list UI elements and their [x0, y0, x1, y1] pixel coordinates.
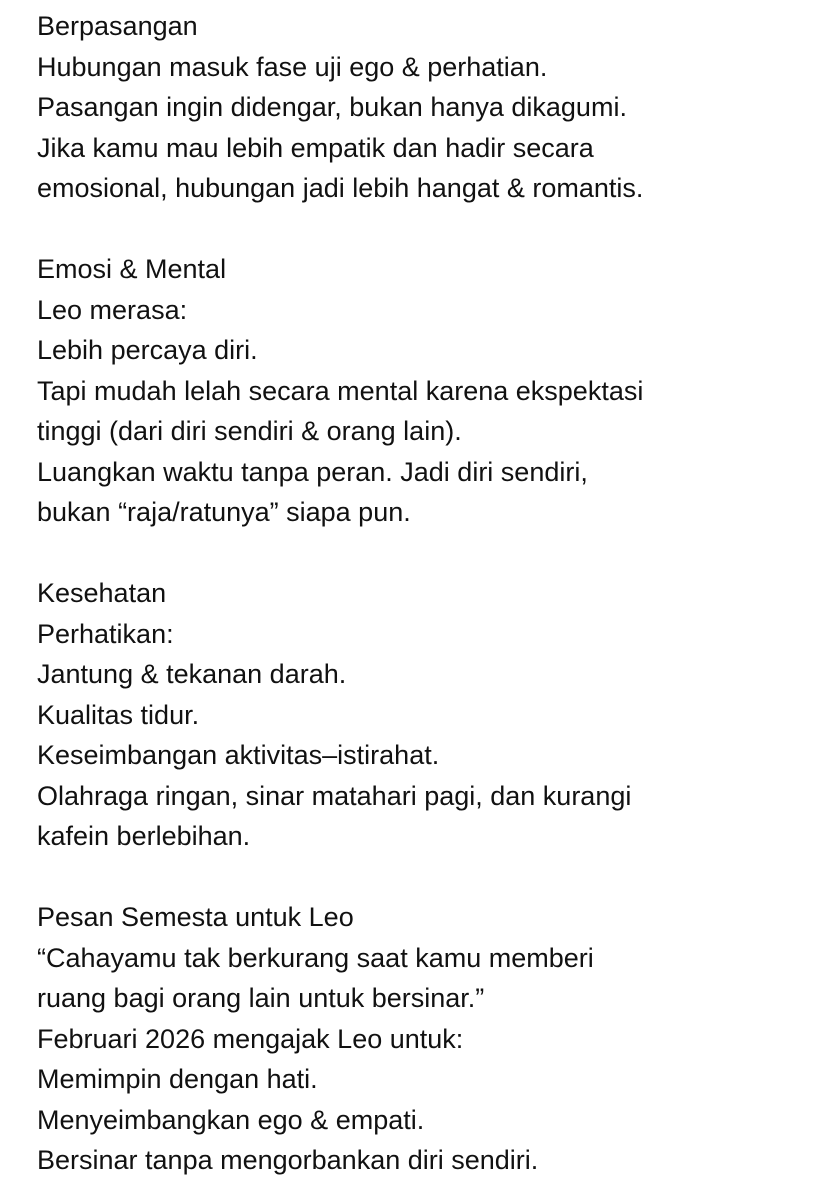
text-line: Lebih percaya diri.	[37, 335, 258, 365]
note-document	[37, 6, 817, 1181]
text-line: Perhatikan:	[37, 618, 174, 649]
text-line: Kualitas tidur.	[37, 699, 200, 730]
text-line: bukan “raja/ratunya” siapa pun.	[37, 497, 411, 527]
section-pesan-semesta	[37, 897, 817, 1181]
text-line: Jantung & tekanan darah.	[37, 659, 347, 689]
text-line: Hubungan masuk fase uji ego & perhatian.	[37, 51, 548, 82]
text-line: “Cahayamu tak berkurang saat kamu memberi	[37, 942, 594, 973]
text-line: Pasangan ingin didengar, bukan hanya dikagumi.	[37, 92, 627, 122]
text-line: Keseimbangan aktivitas–istirahat.	[37, 740, 440, 770]
text-line: Luangkan waktu tanpa peran. Jadi diri sendiri,	[37, 456, 588, 487]
text-line: Bersinar tanpa mengorbankan diri sendiri.	[37, 1145, 539, 1175]
section-heading: Emosi & Mental	[37, 254, 227, 284]
text-line: Memimpin dengan hati.	[37, 1064, 318, 1094]
section-heading: Berpasangan	[37, 11, 198, 41]
text-line: Februari 2026 mengajak Leo untuk:	[37, 1023, 464, 1054]
text-line: Olahraga ringan, sinar matahari pagi, dan kurangi	[37, 780, 632, 811]
text-line: emosional, hubungan jadi lebih hangat & romantis.	[37, 173, 644, 203]
text-line: kafein berlebihan.	[37, 821, 251, 851]
section-emosi-mental	[37, 249, 817, 533]
text-line: Leo merasa:	[37, 294, 188, 325]
section-berpasangan	[37, 6, 817, 209]
text-line: tinggi (dari diri sendiri & orang lain).	[37, 416, 462, 446]
text-line: Menyeimbangkan ego & empati.	[37, 1104, 425, 1135]
section-kesehatan	[37, 573, 817, 857]
text-line: Jika kamu mau lebih empatik dan hadir secara	[37, 132, 594, 163]
section-heading: Kesehatan	[37, 578, 167, 608]
text-line: Tapi mudah lelah secara mental karena ekspektasi	[37, 375, 644, 406]
text-line: ruang bagi orang lain untuk bersinar.”	[37, 983, 485, 1013]
section-heading: Pesan Semesta untuk Leo	[37, 902, 354, 932]
